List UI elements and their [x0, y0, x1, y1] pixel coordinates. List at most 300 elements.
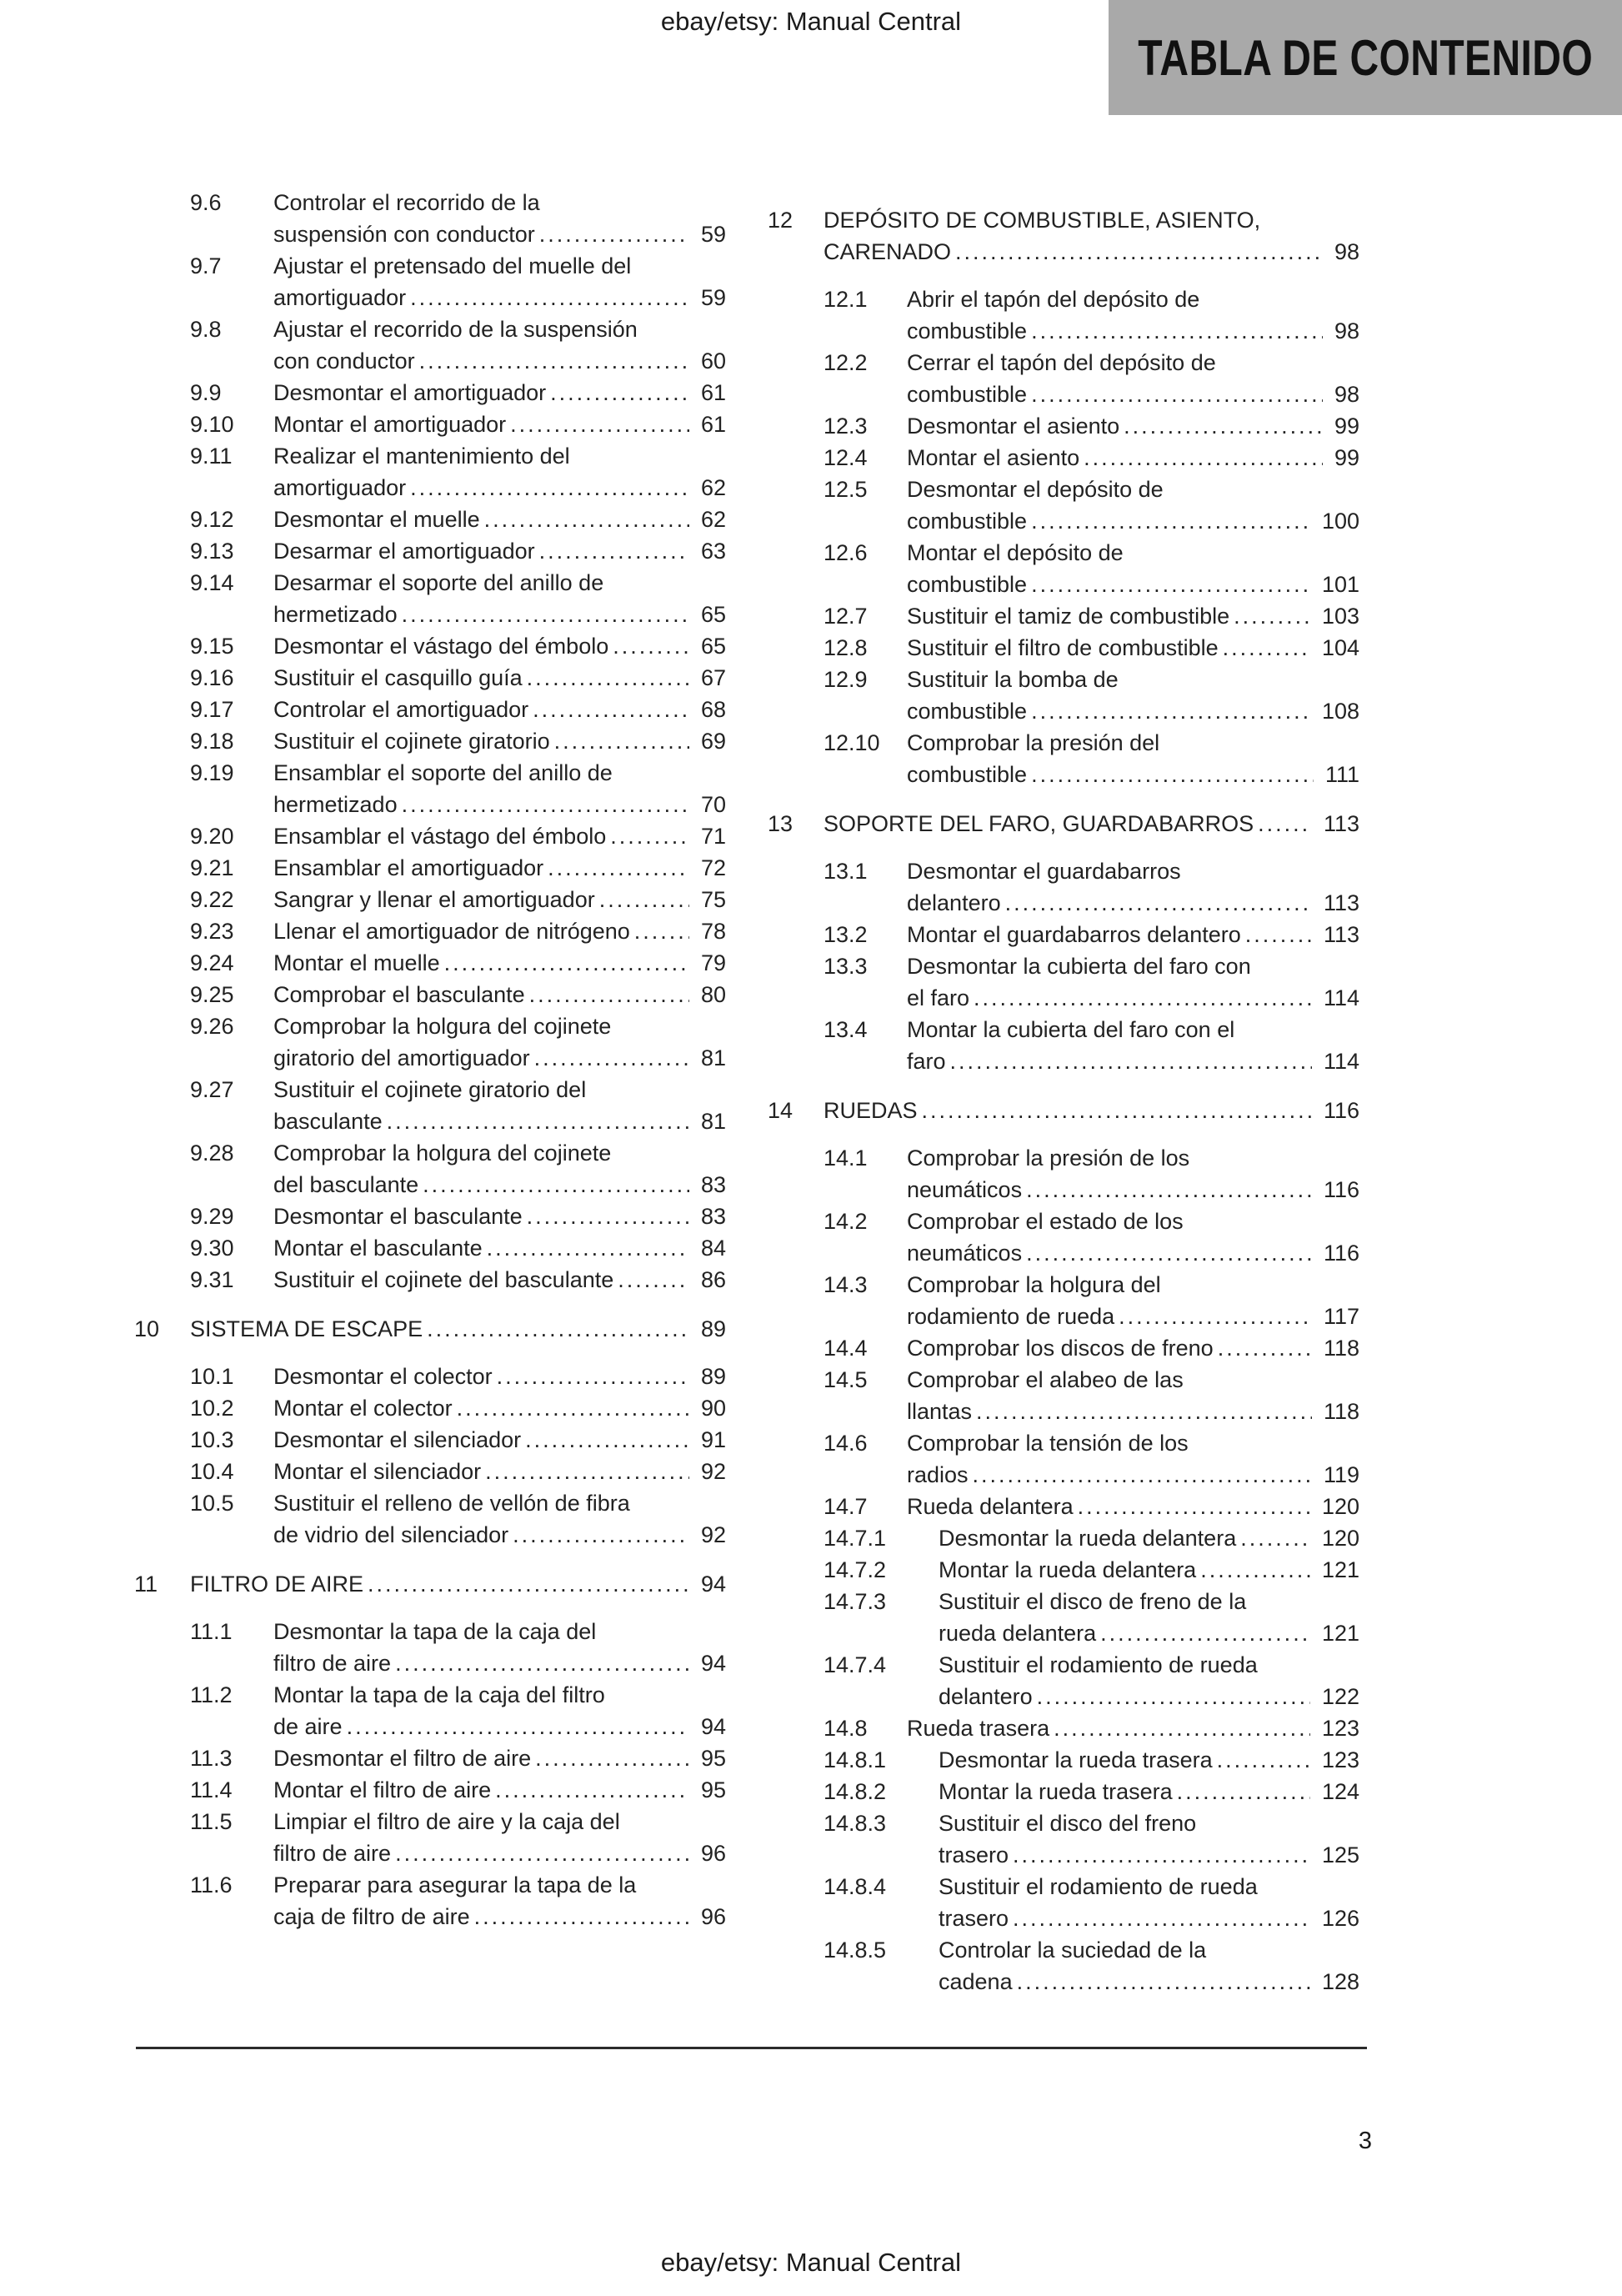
toc-entry-text	[273, 1010, 726, 1074]
toc-entry-line: Comprobar el alabeo de las	[907, 1367, 1184, 1392]
page-title-box	[1109, 0, 1622, 115]
toc-entry	[824, 1776, 1359, 1807]
toc-entry-line: Comprobar la tensión de los	[907, 1431, 1189, 1456]
footer-doc-label: ebay/etsy: Manual Central	[660, 2248, 962, 2277]
toc-entry-text	[907, 1206, 1359, 1269]
toc-entry-line: Sustituir el rodamiento de rueda	[939, 1652, 1258, 1677]
toc-entry-number: 9.29	[190, 1204, 234, 1229]
toc-entry-text	[273, 1806, 726, 1869]
toc-entry-page: 94	[700, 1714, 726, 1739]
toc-entry-text	[190, 1313, 726, 1345]
toc-entry-number: 14.6	[824, 1431, 868, 1456]
toc-entry-page: 83	[700, 1172, 726, 1197]
toc-entry-text	[907, 632, 1359, 664]
toc-section-header	[768, 808, 1359, 840]
footer-divider	[136, 2047, 1367, 2049]
toc-entry-line-text: Sustituir el casquillo guía	[273, 665, 523, 690]
toc-section-entries	[190, 1616, 726, 1933]
toc-entry-number: 9.17	[190, 697, 234, 722]
dot-leader	[1119, 1301, 1312, 1332]
toc-entry-number: 9.6	[190, 190, 222, 215]
toc-entry-text	[273, 1487, 726, 1551]
toc-entry-line	[273, 1392, 726, 1424]
toc-entry-line	[273, 789, 726, 820]
toc-entry-number: 9.19	[190, 760, 234, 785]
dot-leader	[395, 1647, 689, 1679]
toc-entry-line: Comprobar la holgura del	[907, 1272, 1161, 1297]
toc-entry-line: Controlar el recorrido de la	[273, 190, 540, 215]
toc-entry-line	[907, 1301, 1359, 1332]
toc-entry-line-text: trasero	[939, 1906, 1009, 1931]
toc-entry-page: 81	[700, 1109, 726, 1134]
toc-entry	[190, 1361, 726, 1392]
dot-leader	[410, 282, 689, 313]
toc-entry	[190, 567, 726, 630]
toc-entry-page: 126	[1321, 1906, 1359, 1931]
toc-entry-number: 10.1	[190, 1364, 234, 1389]
toc-entry-line-text: Comprobar el basculante	[273, 982, 525, 1007]
toc-entry-number: 14.8.1	[824, 1747, 887, 1772]
toc-entry-page: 62	[700, 475, 726, 500]
toc-entry-page: 92	[700, 1522, 726, 1547]
toc-entry-line-text: Sangrar y llenar el amortiguador	[273, 887, 595, 912]
toc-entry-line-text: RUEDAS	[824, 1098, 918, 1123]
toc-entry	[190, 1679, 726, 1742]
toc-entry-line	[273, 1774, 726, 1806]
toc-section-entries	[824, 283, 1359, 790]
toc-entry-page: 103	[1321, 604, 1359, 629]
toc-entry-number: 11.1	[190, 1619, 233, 1644]
toc-entry-line: Desmontar la tapa de la caja del	[273, 1619, 597, 1644]
toc-entry-line-text: Desarmar el amortiguador	[273, 539, 535, 564]
toc-entry-number: 12.4	[824, 445, 868, 470]
toc-entry-page: 89	[700, 1364, 726, 1389]
toc-entry-line	[824, 1095, 1359, 1126]
toc-entry-line-text: neumáticos	[907, 1241, 1023, 1266]
toc-entry-line: Sustituir el cojinete giratorio del	[273, 1077, 587, 1102]
toc-entry-text	[273, 1137, 726, 1201]
dot-leader	[527, 1201, 689, 1232]
toc-entry-text	[273, 1742, 726, 1774]
toc-entry-text	[907, 410, 1359, 442]
toc-entry-text	[273, 1456, 726, 1487]
dot-leader	[1031, 315, 1323, 347]
toc-entry-text	[939, 1776, 1359, 1807]
toc-entry-line	[907, 1459, 1359, 1491]
dot-leader	[474, 1901, 689, 1933]
toc-entry-line	[907, 1174, 1359, 1206]
toc-entry-line: Comprobar la presión de los	[907, 1145, 1190, 1171]
toc-entry-line-text: Desmontar el colector	[273, 1364, 493, 1389]
toc-entry-line	[273, 409, 726, 440]
toc-entry-number: 11.3	[190, 1746, 233, 1771]
toc-entry-line: Comprobar la holgura del cojinete	[273, 1014, 612, 1039]
page-title: TABLA DE CONTENIDO	[1138, 29, 1593, 86]
toc-entry	[190, 409, 726, 440]
toc-entry-line	[273, 1201, 726, 1232]
toc-entry-line	[190, 1313, 726, 1345]
toc-entry-number: 14.8	[824, 1716, 868, 1741]
dot-leader	[534, 1042, 689, 1074]
toc-entry-page: 89	[700, 1316, 726, 1341]
toc-entry-text	[273, 187, 726, 250]
toc-entry	[190, 440, 726, 504]
toc-entry	[824, 727, 1359, 790]
toc-entry-number: 14.2	[824, 1209, 868, 1234]
toc-entry	[824, 600, 1359, 632]
toc-entry-page: 95	[700, 1777, 726, 1802]
toc-entry-line-text: filtro de aire	[273, 1651, 392, 1676]
toc-entry-line	[824, 808, 1359, 840]
toc-entry-number: 14.7.4	[824, 1652, 887, 1677]
toc-entry	[824, 1142, 1359, 1206]
toc-entry-line	[273, 218, 726, 250]
toc-entry-line-text: Montar el muelle	[273, 950, 440, 975]
toc-entry-text	[939, 1934, 1359, 1998]
toc-entry-text	[273, 1361, 726, 1392]
toc-entry	[190, 1774, 726, 1806]
toc-entry-number: 14.7.1	[824, 1526, 887, 1551]
toc-entry-line-text: de vidrio del silenciador	[273, 1522, 509, 1547]
toc-entry-line-text: Desmontar la rueda delantera	[939, 1526, 1237, 1551]
toc-entry-line	[273, 1232, 726, 1264]
toc-entry-text	[824, 808, 1359, 840]
toc-entry-page: 99	[1334, 445, 1359, 470]
toc-entry	[824, 1871, 1359, 1934]
toc-entry-page: 90	[700, 1396, 726, 1421]
toc-entry-line	[907, 410, 1359, 442]
toc-entry-line: Comprobar el estado de los	[907, 1209, 1184, 1234]
toc-entry-number: 14.7.3	[824, 1589, 887, 1614]
toc-entry-number: 11.4	[190, 1777, 233, 1802]
toc-entry-text	[824, 204, 1359, 268]
toc-entry-page: 113	[1323, 811, 1359, 836]
toc-entry-line	[907, 1045, 1359, 1077]
toc-entry-line-text: hermetizado	[273, 792, 398, 817]
toc-entry-line	[273, 1901, 726, 1933]
toc-entry-line-text: Montar el basculante	[273, 1236, 483, 1261]
toc-entry-line	[273, 979, 726, 1010]
toc-entry-line-text: SISTEMA DE ESCAPE	[190, 1316, 423, 1341]
toc-entry-line-text: Montar la rueda trasera	[939, 1779, 1173, 1804]
toc-entry-page: 113	[1323, 890, 1359, 915]
toc-entry-number: 9.25	[190, 982, 234, 1007]
toc-entry-text	[273, 884, 726, 915]
toc-entry-text	[907, 347, 1359, 410]
toc-entry-line-text: Rueda delantera	[907, 1494, 1074, 1519]
toc-entry-text	[273, 1424, 726, 1456]
toc-entry-page: 104	[1321, 635, 1359, 660]
toc-entry	[190, 947, 726, 979]
toc-entry-page: 67	[700, 665, 726, 690]
dot-leader	[618, 1264, 689, 1296]
dot-leader	[1124, 410, 1323, 442]
toc-entry-number: 9.28	[190, 1140, 234, 1166]
toc-entry-line	[273, 599, 726, 630]
toc-entry-number: 14.5	[824, 1367, 868, 1392]
dot-leader	[495, 1774, 689, 1806]
toc-entry-text	[907, 442, 1359, 474]
toc-entry	[190, 1424, 726, 1456]
dot-leader	[1084, 442, 1323, 474]
toc-entry	[824, 1649, 1359, 1712]
dot-leader	[613, 630, 689, 662]
toc-entry-line: Abrir el tapón del depósito de	[907, 287, 1200, 312]
toc-entry-line	[907, 1712, 1359, 1744]
toc-entry-page: 98	[1334, 382, 1359, 407]
toc-entry-text	[907, 537, 1359, 600]
dot-leader	[1031, 695, 1310, 727]
toc-entry-number: 9.20	[190, 824, 234, 849]
toc-entry-line: Montar la cubierta del faro con el	[907, 1017, 1235, 1042]
toc-entry-text	[907, 1364, 1359, 1427]
toc-entry-line-text: amortiguador	[273, 285, 407, 310]
toc-entry-line-text: Desmontar el muelle	[273, 507, 480, 532]
toc-entry-line	[273, 1742, 726, 1774]
dot-leader	[955, 236, 1323, 268]
toc-entry-page: 65	[700, 602, 726, 627]
toc-entry-text	[273, 979, 726, 1010]
toc-entry-page: 83	[700, 1204, 726, 1229]
toc-entry-page: 96	[700, 1904, 726, 1929]
toc-entry-page: 121	[1321, 1557, 1359, 1582]
toc-entry	[824, 1014, 1359, 1077]
toc-entry-number: 12.9	[824, 667, 868, 692]
toc-entry-line	[939, 1966, 1359, 1998]
toc-entry-page: 116	[1323, 1177, 1359, 1202]
toc-section-entries	[824, 855, 1359, 1077]
toc-entry-text	[907, 600, 1359, 632]
toc-entry-number: 12.10	[824, 730, 880, 755]
toc-section-header	[768, 204, 1359, 268]
toc-entry-number: 10.4	[190, 1459, 234, 1484]
toc-entry-text	[939, 1807, 1359, 1871]
toc-entry-number: 9.31	[190, 1267, 234, 1292]
toc-entry	[190, 1074, 726, 1137]
toc-entry-text	[907, 1142, 1359, 1206]
dot-leader	[610, 820, 689, 852]
dot-leader	[1234, 600, 1310, 632]
toc-entry-line-text: Llenar el amortiguador de nitrógeno	[273, 919, 630, 944]
dot-leader	[487, 1232, 689, 1264]
toc-entry-page: 120	[1321, 1526, 1359, 1551]
toc-entry-line	[273, 377, 726, 409]
toc-entry-page: 114	[1323, 1049, 1359, 1074]
dot-leader	[1177, 1776, 1310, 1807]
toc-entry-line	[273, 1837, 726, 1869]
toc-entry-line-text: neumáticos	[907, 1177, 1023, 1202]
toc-entry-page: 68	[700, 697, 726, 722]
toc-entry-line	[273, 1647, 726, 1679]
toc-entry-line-text: delantero	[939, 1684, 1033, 1709]
dot-leader	[1218, 1332, 1312, 1364]
toc-entry-number: 9.8	[190, 317, 222, 342]
toc-entry-line-text: cadena	[939, 1969, 1013, 1994]
toc-entry-line-text: Montar el amortiguador	[273, 412, 507, 437]
toc-entry-text	[273, 1232, 726, 1264]
toc-entry	[190, 694, 726, 725]
toc-entry-line-text: basculante	[273, 1109, 383, 1134]
toc-entry-page: 116	[1323, 1241, 1359, 1266]
dot-leader	[1223, 632, 1310, 664]
toc-entry-line: Montar la tapa de la caja del filtro	[273, 1682, 605, 1707]
toc-entry-page: 63	[700, 539, 726, 564]
toc-entry-text	[273, 313, 726, 377]
toc-entry	[190, 377, 726, 409]
toc-entry	[190, 313, 726, 377]
toc-entry-text	[939, 1744, 1359, 1776]
toc-entry-page: 61	[700, 380, 726, 405]
page-number: 3	[1358, 2128, 1372, 2154]
toc-entry	[824, 474, 1359, 537]
toc-entry-line	[273, 1169, 726, 1201]
dot-leader	[974, 982, 1312, 1014]
toc-entry-text	[939, 1522, 1359, 1554]
toc-entry-line-text: Desmontar la rueda trasera	[939, 1747, 1213, 1772]
dot-leader	[387, 1105, 689, 1137]
toc-entry-number: 13	[768, 811, 793, 836]
toc-entry-number: 14.8.4	[824, 1874, 887, 1899]
toc-entry-text	[907, 919, 1359, 950]
toc-entry-page: 114	[1323, 985, 1359, 1010]
toc-entry	[824, 1522, 1359, 1554]
toc-entry-text	[273, 409, 726, 440]
toc-entry-text	[273, 1201, 726, 1232]
toc-entry-line-text: Montar el asiento	[907, 445, 1080, 470]
toc-entry-line-text: con conductor	[273, 348, 415, 373]
toc-entry-line	[273, 1361, 726, 1392]
toc-entry-text	[273, 1774, 726, 1806]
toc-entry-number: 13.4	[824, 1017, 868, 1042]
dot-leader	[1005, 887, 1312, 919]
toc-entry-line-text: Ensamblar el vástago del émbolo	[273, 824, 607, 849]
dot-leader	[510, 409, 689, 440]
toc-entry-text	[273, 567, 726, 630]
toc-entry	[824, 632, 1359, 664]
dot-leader	[1026, 1174, 1312, 1206]
toc-entry-line-text: filtro de aire	[273, 1841, 392, 1866]
toc-entry-page: 59	[700, 285, 726, 310]
toc-entry-line-text: Desmontar el amortiguador	[273, 380, 547, 405]
toc-entry-page: 123	[1321, 1747, 1359, 1772]
dot-leader	[976, 1396, 1312, 1427]
toc-entry-page: 118	[1323, 1399, 1359, 1424]
toc-entry-line-text: giratorio del amortiguador	[273, 1045, 530, 1070]
toc-entry-page: 98	[1334, 318, 1359, 343]
toc-entry-line: Sustituir la bomba de	[907, 667, 1119, 692]
toc-entry-line: Desarmar el soporte del anillo de	[273, 570, 604, 595]
toc-entry-number: 9.27	[190, 1077, 234, 1102]
toc-entry	[824, 855, 1359, 919]
toc-entry-line-text: delantero	[907, 890, 1001, 915]
toc-entry-line	[273, 694, 726, 725]
toc-entry	[190, 1869, 726, 1933]
toc-entry-line: Ajustar el recorrido de la suspensión	[273, 317, 638, 342]
toc-entry-text	[190, 1568, 726, 1600]
toc-entry-page: 98	[1334, 239, 1359, 264]
toc-entry-number: 9.13	[190, 539, 234, 564]
toc-entry	[190, 915, 726, 947]
toc-entry-page: 86	[700, 1267, 726, 1292]
toc-entry-line	[273, 820, 726, 852]
toc-entry-text	[273, 630, 726, 662]
toc-entry-number: 14.1	[824, 1145, 868, 1171]
toc-entry-number: 9.9	[190, 380, 222, 405]
toc-entry	[190, 757, 726, 820]
toc-entry-number: 14.4	[824, 1336, 868, 1361]
toc-entry	[190, 884, 726, 915]
toc-entry-number: 10.2	[190, 1396, 234, 1421]
toc-entry-page: 61	[700, 412, 726, 437]
toc-entry-text	[273, 947, 726, 979]
toc-entry-line: Montar el depósito de	[907, 540, 1124, 565]
dot-leader	[1031, 378, 1323, 410]
toc-entry	[190, 504, 726, 535]
toc-entry-line-text: del basculante	[273, 1172, 419, 1197]
toc-entry-line: Sustituir el disco del freno	[939, 1811, 1197, 1836]
toc-entry-number: 14.8.5	[824, 1938, 887, 1963]
toc-entry-line	[273, 725, 726, 757]
dot-leader	[427, 1313, 689, 1345]
toc-entry-number: 9.14	[190, 570, 234, 595]
toc-entry-line	[273, 852, 726, 884]
toc-entry-line-text: Desmontar el filtro de aire	[273, 1746, 532, 1771]
toc-entry	[190, 1806, 726, 1869]
toc-entry-line	[907, 982, 1359, 1014]
toc-entry-line	[939, 1839, 1359, 1871]
toc-entry-line-text: faro	[907, 1049, 946, 1074]
toc-entry-line-text: FILTRO DE AIRE	[190, 1572, 364, 1597]
toc-entry	[824, 1934, 1359, 1998]
toc-entry-text	[273, 662, 726, 694]
toc-entry	[190, 1487, 726, 1551]
toc-entry-line: Cerrar el tapón del depósito de	[907, 350, 1216, 375]
toc-entry-line	[907, 1491, 1359, 1522]
dot-leader	[484, 504, 689, 535]
toc-entry-line	[907, 569, 1359, 600]
toc-entry-line-text: Comprobar los discos de freno	[907, 1336, 1214, 1361]
toc-entry-page: 118	[1323, 1336, 1359, 1361]
dot-leader	[457, 1392, 689, 1424]
toc-entry-number: 9.21	[190, 855, 234, 880]
toc-entry-number: 12.7	[824, 604, 868, 629]
toc-entry-line	[907, 315, 1359, 347]
toc-entry-page: 120	[1321, 1494, 1359, 1519]
dot-leader	[1100, 1617, 1310, 1649]
dot-leader	[529, 979, 689, 1010]
toc-entry-number: 12.3	[824, 414, 868, 439]
toc-entry-text	[273, 1869, 726, 1933]
dot-leader	[1031, 569, 1310, 600]
toc-entry-text	[273, 694, 726, 725]
toc-entry-line	[907, 919, 1359, 950]
toc-entry-page: 125	[1321, 1842, 1359, 1867]
toc-entry-page: 94	[700, 1651, 726, 1676]
toc-entry	[824, 1427, 1359, 1491]
toc-entry-line	[939, 1776, 1359, 1807]
toc-entry-line: Limpiar el filtro de aire y la caja del	[273, 1809, 620, 1834]
dot-leader	[527, 662, 689, 694]
toc-entry	[190, 187, 726, 250]
toc-entry-page: 62	[700, 507, 726, 532]
dot-leader	[1013, 1839, 1310, 1871]
toc-entry	[190, 1742, 726, 1774]
toc-entry-text	[907, 664, 1359, 727]
toc-entry-line-text: Sustituir el tamiz de combustible	[907, 604, 1230, 629]
toc-entry	[190, 1137, 726, 1201]
toc-entry-page: 96	[700, 1841, 726, 1866]
toc-entry-line	[939, 1554, 1359, 1586]
